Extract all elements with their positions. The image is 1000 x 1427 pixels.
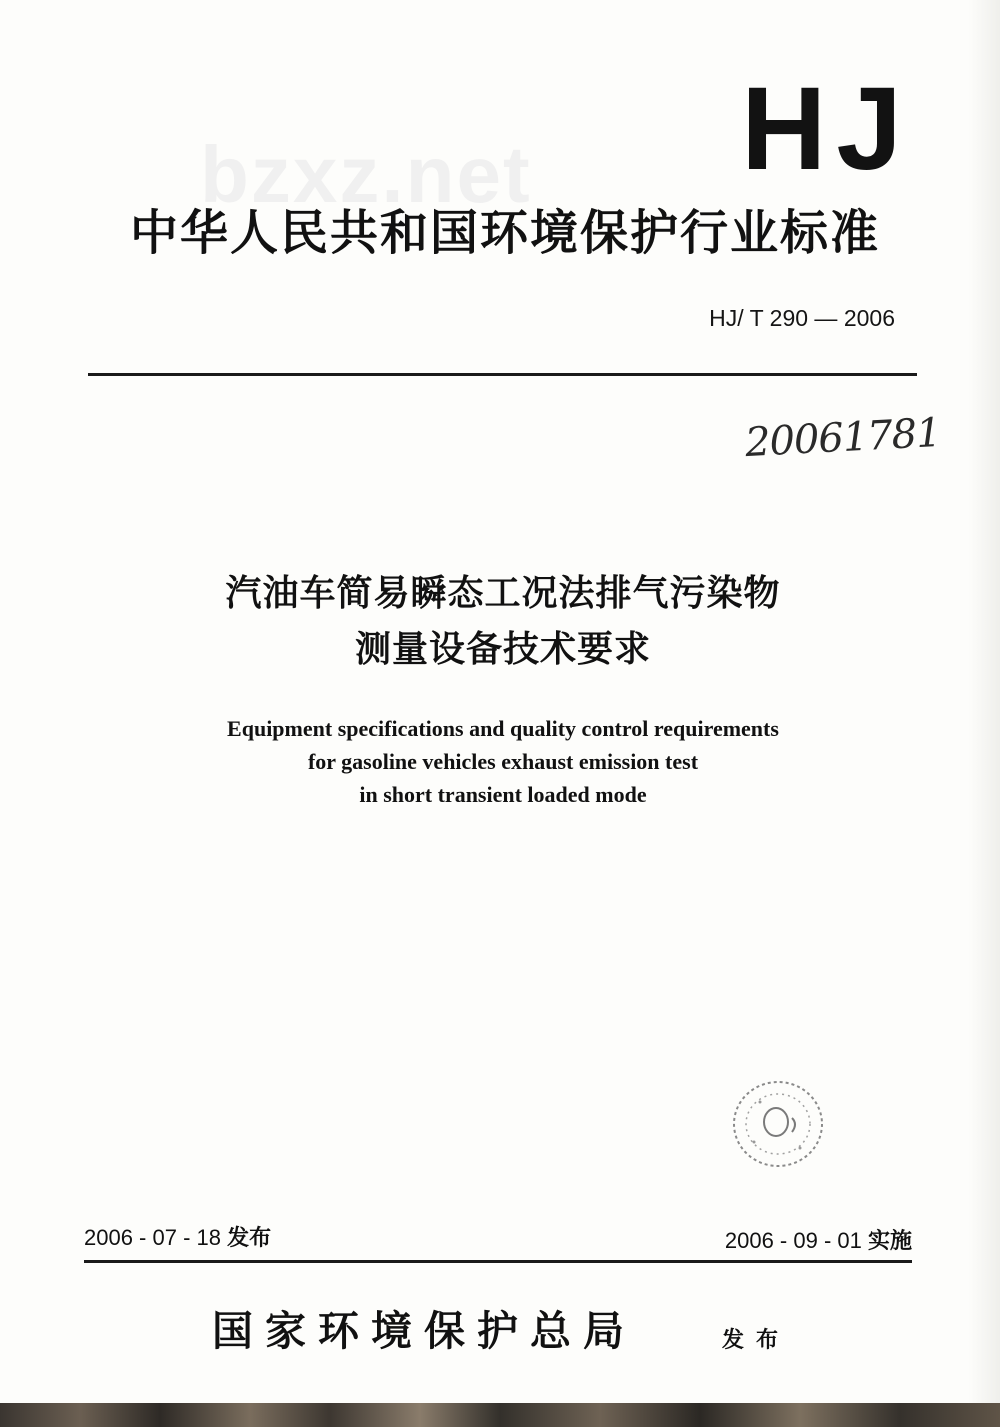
scan-edge-shadow [968, 0, 1000, 1403]
english-title-line-1: Equipment specifications and quality control requirements [227, 716, 779, 741]
effective-date [725, 1226, 912, 1256]
english-title-line-2: for gasoline vehicles exhaust emission test [307, 749, 699, 774]
scan-bottom-strip [0, 1403, 1000, 1427]
bottom-rule-divider [84, 1260, 912, 1263]
hj-logo: HJ [741, 63, 912, 195]
standard-number: HJ/ T 290 — 2006 [709, 305, 895, 331]
watermark: bzxz.net [200, 130, 532, 219]
handwritten-note: 20061781 [743, 409, 942, 467]
standard-title: 中华人民共和国环境保护行业标准 [129, 205, 880, 261]
chinese-title [100, 566, 906, 678]
library-stamp-icon [730, 1078, 826, 1170]
effective-date-value: 2006 - 09 - 01 [724, 1228, 862, 1253]
issuer-suffix: 发布 [722, 1328, 791, 1353]
english-title-line-3: in short transient loaded mode [359, 782, 647, 807]
chinese-title-line-2: 测量设备技术要求 [354, 629, 651, 670]
effective-date-label: 实施 [867, 1228, 912, 1253]
issue-date-label: 发布 [227, 1225, 272, 1250]
issue-date-value: 2006 - 07 - 18 [84, 1225, 221, 1250]
english-title [100, 712, 906, 811]
chinese-title-line-1: 汽油车简易瞬态工况法排气污染物 [225, 573, 781, 614]
issue-date [84, 1223, 271, 1253]
issuer-name: 国家环境保护总局 [212, 1307, 636, 1355]
top-rule-divider [88, 373, 917, 376]
